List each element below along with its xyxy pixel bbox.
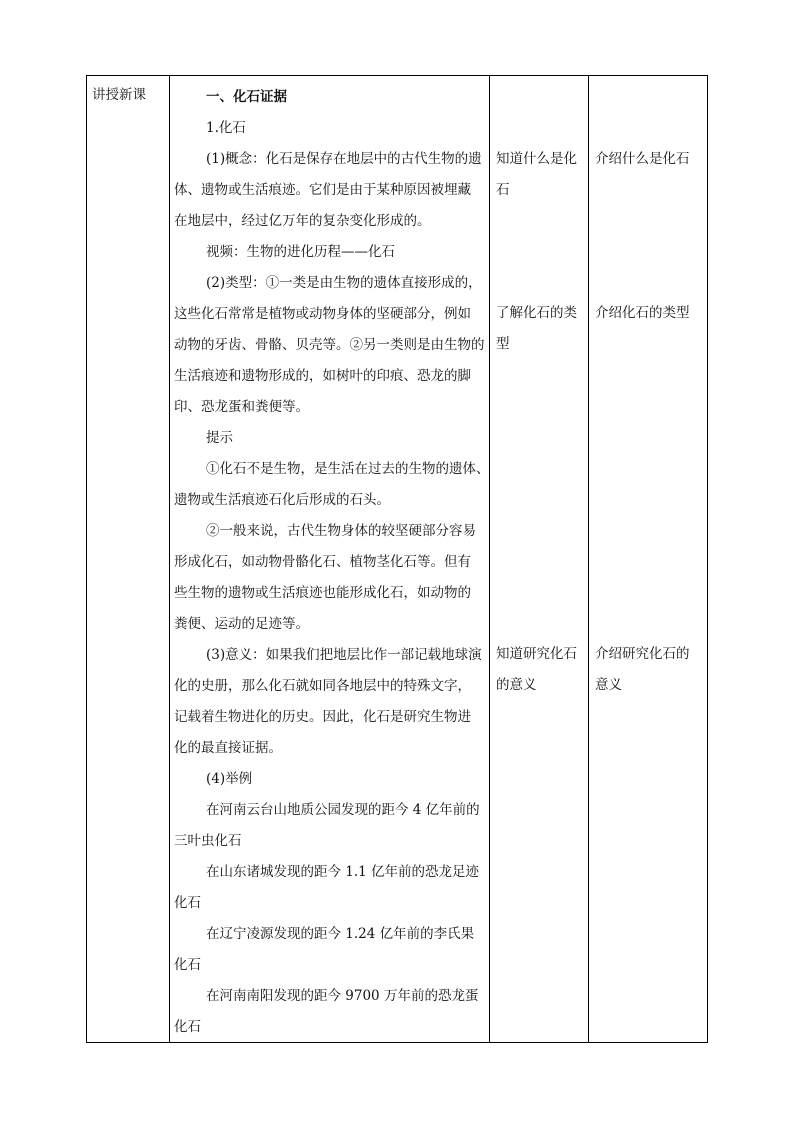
teacher-line: 介绍什么是化石: [595, 151, 690, 167]
stage-label: 讲授新课: [92, 87, 146, 103]
goal-line: 型: [496, 336, 510, 352]
goal-line: 了解化石的类: [496, 305, 577, 321]
types-line: 印、恐龙蛋和粪便等。: [174, 399, 309, 415]
goal-line: 的意义: [496, 677, 537, 693]
meaning-line: 记载着生物进化的历史。因此，化石是研究生物进: [174, 709, 471, 725]
tip-line: 形成化石，如动物骨骼化石、植物茎化石等。但有: [174, 554, 471, 570]
example-line: 在辽宁凌源发现的距今 1.24 亿年前的李氏果: [206, 926, 475, 942]
teacher-line: 介绍研究化石的: [595, 646, 690, 662]
meaning-line: 化的最直接证据。: [174, 740, 282, 756]
types-line: 动物的牙齿、骨骼、贝壳等。②另一类则是由生物的: [174, 337, 485, 353]
types-line: 生活痕迹和遗物形成的，如树叶的印痕、恐龙的脚: [174, 368, 471, 384]
concept-line: 体、遗物或生活痕迹。它们是由于某种原因被埋藏: [174, 182, 471, 198]
example-line: 化石: [174, 1019, 201, 1035]
types-line: (2)类型：①一类是由生物的遗体直接形成的，: [206, 275, 482, 291]
goal-cell: [490, 639, 588, 701]
section-heading: 一、化石证据: [206, 89, 287, 105]
example-line: 三叶虫化石: [174, 833, 242, 849]
concept-line: 在地层中，经过亿万年的复杂变化形成的。: [174, 213, 431, 229]
video-line: 视频：生物的进化历程——化石: [206, 244, 395, 260]
tip-line: ②一般来说，古代生物身体的较坚硬部分容易: [206, 523, 476, 539]
teacher-line: 意义: [595, 677, 622, 693]
concept-line: (1)概念：化石是保存在地层中的古代生物的遗: [206, 151, 482, 167]
example-label: (4)举例: [206, 771, 253, 787]
column-divider: [588, 76, 589, 1042]
teacher-line: 介绍化石的类型: [595, 305, 690, 321]
tip-line: 粪便、运动的足迹等。: [174, 616, 309, 632]
example-line: 在河南南阳发现的距今 9700 万年前的恐龙蛋: [206, 988, 479, 1004]
subsection-title: 1.化石: [206, 120, 246, 136]
content-cell: [170, 76, 489, 1043]
tip-label: 提示: [206, 430, 233, 446]
example-line: 化石: [174, 895, 201, 911]
lesson-table: [86, 75, 708, 1043]
goal-cell: [490, 144, 588, 206]
stage-cell: [87, 76, 169, 103]
teacher-cell: [589, 298, 709, 329]
tip-line: 遗物或生活痕迹石化后形成的石头。: [174, 492, 390, 508]
goal-line: 知道什么是化: [496, 151, 577, 167]
tip-line: ①化石不是生物，是生活在过去的生物的遗体、: [206, 461, 490, 477]
teacher-cell: [589, 144, 709, 175]
goal-line: 知道研究化石: [496, 646, 577, 662]
example-line: 在河南云台山地质公园发现的距今 4 亿年前的: [206, 802, 480, 818]
column-divider: [489, 76, 490, 1042]
example-line: 在山东诸城发现的距今 1.1 亿年前的恐龙足迹: [206, 864, 480, 880]
example-line: 化石: [174, 957, 201, 973]
meaning-line: (3)意义：如果我们把地层比作一部记载地球演: [206, 647, 482, 663]
tip-line: 些生物的遗物或生活痕迹也能形成化石，如动物的: [174, 585, 471, 601]
teacher-cell: [589, 639, 709, 701]
meaning-line: 化的史册，那么化石就如同各地层中的特殊文字，: [174, 678, 471, 694]
goal-cell: [490, 298, 588, 360]
types-line: 这些化石常常是植物或动物身体的坚硬部分，例如: [174, 306, 471, 322]
goal-line: 石: [496, 182, 510, 198]
